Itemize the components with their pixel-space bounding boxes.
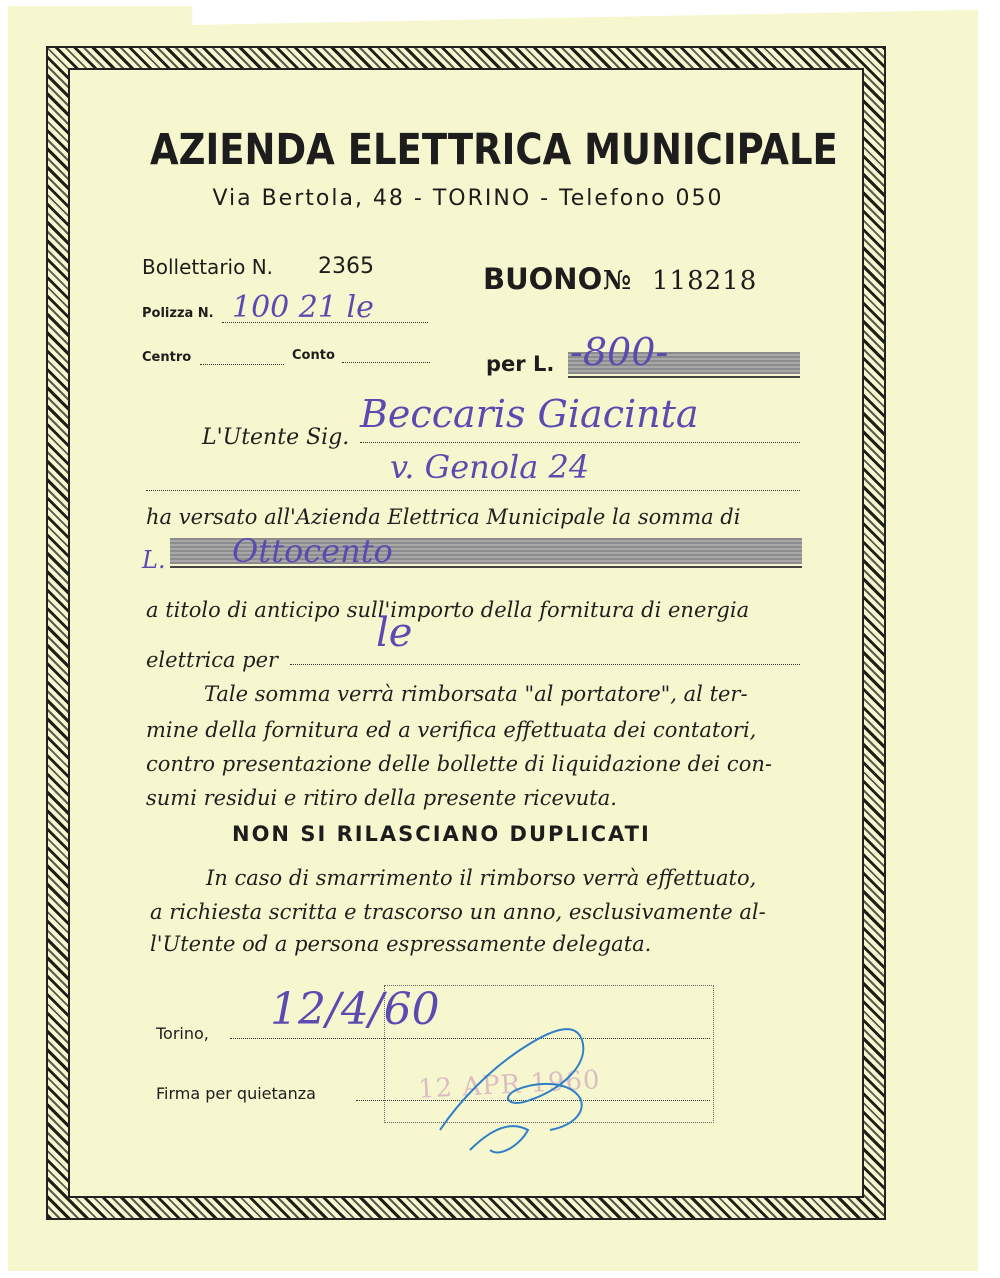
conto-line — [342, 362, 430, 363]
no-duplicates-notice: NON SI RILASCIANO DUPLICATI — [232, 822, 651, 846]
buono-symbol: № — [603, 266, 632, 296]
utente-label: L'Utente Sig. — [202, 425, 350, 450]
amount-value: -800- — [570, 330, 669, 374]
paragraph2-line1: In caso di smarrimento il rimborso verrà effettuato, — [206, 866, 757, 890]
conto-label: Conto — [292, 348, 335, 363]
paragraph1-line4: sumi residui e ritiro della presente ricevuta. — [146, 786, 617, 810]
centro-line — [200, 364, 284, 365]
firma-label: Firma per quietanza — [156, 1084, 316, 1103]
paragraph1-line2: mine della fornitura ed a verifica effettuata dei contatori, — [146, 718, 757, 742]
elettrica-label: elettrica per — [146, 648, 279, 672]
company-address: Via Bertola, 48 - TORINO - Telefono 050 — [212, 186, 724, 211]
buono-label: BUONO — [483, 262, 603, 296]
elettrica-line — [290, 664, 800, 665]
paragraph1-line1: Tale somma verrà rimborsata "al portatore", al ter- — [204, 682, 748, 706]
somma-prefix: L. — [142, 546, 166, 574]
amount-box-rule — [568, 376, 800, 378]
paragraph2-line3: l'Utente od a persona espressamente delegata. — [150, 932, 652, 956]
bollettario-number: 2365 — [318, 254, 374, 279]
utente-address-line — [146, 490, 800, 491]
elettrica-value: le — [376, 610, 413, 656]
torino-label: Torino, — [156, 1024, 209, 1043]
utente-name: Beccaris Giacinta — [360, 392, 699, 436]
buono-number: 118218 — [652, 266, 758, 296]
utente-line — [360, 442, 800, 443]
company-title: AZIENDA ELETTRICA MUNICIPALE — [150, 124, 838, 175]
per-label: per L. — [486, 352, 555, 376]
paragraph1-line3: contro presentazione delle bollette di liquidazione dei con- — [146, 752, 772, 776]
date-value: 12/4/60 — [270, 984, 440, 1035]
centro-label: Centro — [142, 350, 192, 365]
polizza-value: 100 21 le — [232, 290, 374, 325]
versato-text: ha versato all'Azienda Elettrica Municipale la somma di — [146, 505, 741, 529]
utente-address: v. Genola 24 — [390, 448, 590, 486]
titolo-text: a titolo di anticipo sull'importo della fornitura di energia — [146, 598, 750, 622]
paragraph2-line2: a richiesta scritta e trascorso un anno, esclusivamente al- — [150, 900, 766, 924]
date-stamp: 12 APR 1960 — [417, 1065, 602, 1105]
somma-words: Ottocento — [232, 532, 393, 570]
bollettario-label: Bollettario N. — [142, 255, 274, 279]
polizza-label: Polizza N. — [142, 306, 214, 321]
signature — [400, 980, 640, 1170]
